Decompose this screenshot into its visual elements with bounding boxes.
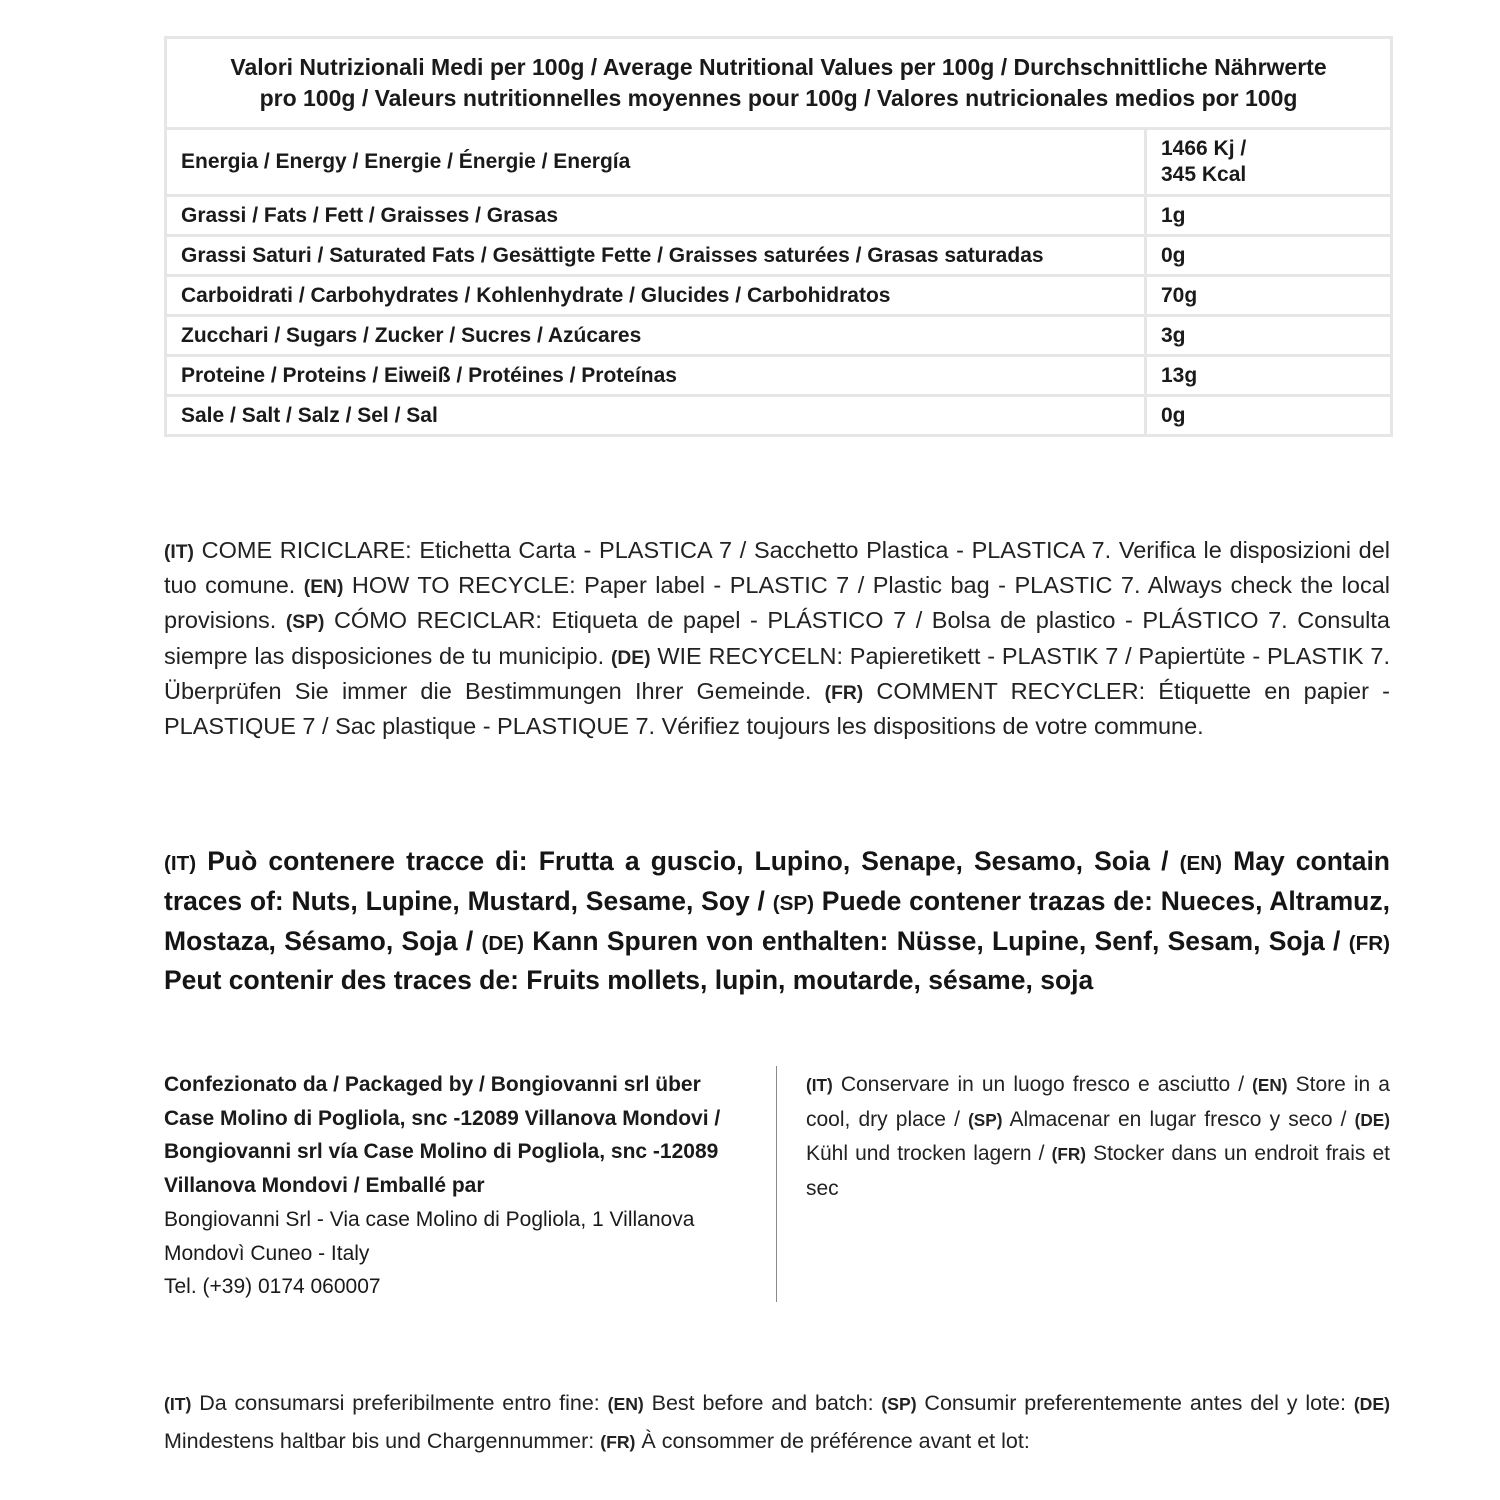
- allergen-text-de: Kann Spuren von enthalten: Nüsse, Lupine, Senf, Sesam, Soja /: [523, 925, 1349, 956]
- energy-kcal: 345 Kcal: [1161, 163, 1247, 186]
- nutrient-value: 70g: [1146, 276, 1392, 316]
- nutrient-value: 1g: [1146, 196, 1392, 236]
- table-row: [166, 196, 1392, 236]
- best-before-text-en: Best before and batch:: [643, 1391, 882, 1415]
- nutrient-label: Sale / Salt / Salz / Sel / Sal: [166, 396, 1146, 436]
- nutrient-value: 13g: [1146, 356, 1392, 396]
- best-before-text-sp: Consumir preferentemente antes del y lote:: [916, 1391, 1354, 1415]
- recycling-text-sp: CÓMO RECICLAR: Etiqueta de papel - PLÁSTICO 7 / Bolsa de plastico - PLÁSTICO 7. Consulta siempre las disposiciones de tu municipio.: [164, 607, 1390, 669]
- lang-tag-de: (DE): [1354, 1109, 1391, 1130]
- nutrient-value: 0g: [1146, 396, 1392, 436]
- packager-address: Mondovì Cuneo - Italy: [164, 1241, 370, 1265]
- storage-text-en: Store in a cool, dry place /: [806, 1073, 1390, 1131]
- allergen-text-it: Può contenere tracce di: Frutta a guscio, Lupino, Senape, Sesamo, Soia /: [196, 846, 1180, 876]
- energy-kj: 1466 Kj /: [1161, 137, 1247, 160]
- nutrient-value: 0g: [1146, 236, 1392, 276]
- packager-info: [164, 1068, 754, 1304]
- nutrient-label: Carboidrati / Carbohydrates / Kohlenhydrate / Glucides / Carbohidratos: [166, 276, 1146, 316]
- lang-tag-fr: (FR): [600, 1431, 636, 1452]
- recycling-text-it: COME RICICLARE: Etichetta Carta - PLASTICA 7 / Sacchetto Plastica - PLASTICA 7. Verifica le disposizioni del tuo comune.: [164, 537, 1390, 599]
- packager-line: Villanova Mondovi / Emballé par: [164, 1174, 485, 1198]
- nutrition-title-line-1: Valori Nutrizionali Medi per 100g / Average Nutritional Values per 100g / Durchschnittliche Nährwerte: [230, 54, 1327, 80]
- lang-tag-fr: (FR): [1051, 1144, 1086, 1165]
- lang-tag-sp: (SP): [881, 1394, 917, 1414]
- nutrient-label: Grassi Saturi / Saturated Fats / Gesättigte Fette / Graisses saturées / Grasas saturadas: [166, 236, 1146, 276]
- best-before-text-it: Da consumarsi preferibilmente entro fine:: [191, 1391, 608, 1415]
- table-row: [166, 396, 1392, 436]
- nutrition-table-title: [166, 38, 1392, 129]
- nutrient-label: Zucchari / Sugars / Zucker / Sucres / Azúcares: [166, 316, 1146, 356]
- storage-text-sp: Almacenar en lugar fresco y seco /: [1002, 1107, 1355, 1131]
- best-before-text-de: Mindestens haltbar bis und Chargennummer:: [164, 1428, 601, 1453]
- table-row: [166, 236, 1392, 276]
- nutrition-table: [164, 36, 1393, 437]
- nutrient-label: Energia / Energy / Energie / Énergie / Energía: [166, 129, 1146, 196]
- lang-tag-en: (EN): [1179, 852, 1223, 875]
- lang-tag-de: (DE): [610, 647, 651, 669]
- recycling-text-en: HOW TO RECYCLE: Paper label - PLASTIC 7 / Plastic bag - PLASTIC 7. Always check the local provisions.: [164, 572, 1390, 634]
- lang-tag-sp: (SP): [285, 612, 325, 634]
- recycling-text-de: WIE RECYCELN: Papieretikett - PLASTIK 7 / Papiertüte - PLASTIK 7. Überprüfen Sie immer die Bestimmungen Ihrer Gemeinde.: [164, 642, 1390, 704]
- lang-tag-it: (IT): [164, 542, 194, 563]
- allergen-warning: [164, 843, 1390, 999]
- lang-tag-de: (DE): [1353, 1394, 1391, 1414]
- storage-text-it: Conservare in un luogo fresco e asciutto /: [832, 1073, 1253, 1096]
- packager-line: Bongiovanni srl vía Case Molino di Pogliola, snc -12089: [164, 1140, 719, 1164]
- nutrient-value: [1146, 129, 1392, 196]
- packager-address: Bongiovanni Srl - Via case Molino di Pogliola, 1 Villanova: [164, 1207, 695, 1231]
- nutrient-value: 3g: [1146, 316, 1392, 356]
- nutrition-header-row: [166, 38, 1392, 129]
- lang-tag-it: (IT): [806, 1075, 833, 1095]
- table-row: [166, 129, 1392, 196]
- lang-tag-en: (EN): [607, 1394, 644, 1414]
- lang-tag-it: (IT): [164, 852, 197, 875]
- recycling-text-fr: COMMENT RECYCLER: Étiquette en papier - PLASTIQUE 7 / Sac plastique - PLASTIQUE 7. Vérifiez toujours les dispositions de votre commune.: [164, 677, 1390, 740]
- allergen-text-en: May contain traces of: Nuts, Lupine, Mustard, Sesame, Soy /: [164, 846, 1390, 916]
- table-row: [166, 276, 1392, 316]
- table-row: [166, 316, 1392, 356]
- storage-text-de: Kühl und trocken lagern /: [806, 1142, 1052, 1166]
- lang-tag-fr: (FR): [824, 682, 864, 704]
- best-before-info: [164, 1385, 1390, 1460]
- storage-instructions: [806, 1068, 1390, 1206]
- column-divider: [776, 1066, 777, 1302]
- packager-phone: Tel. (+39) 0174 060007: [164, 1275, 381, 1299]
- lang-tag-fr: (FR): [1348, 931, 1390, 955]
- nutrient-label: Grassi / Fats / Fett / Graisses / Grasas: [166, 196, 1146, 236]
- nutrient-label: Proteine / Proteins / Eiweiß / Protéines / Proteínas: [166, 356, 1146, 396]
- allergen-text-sp: Puede contener trazas de: Nueces, Altramuz, Mostaza, Sésamo, Soja /: [164, 885, 1390, 956]
- table-row: [166, 356, 1392, 396]
- lang-tag-it: (IT): [164, 1394, 192, 1414]
- packager-line: Confezionato da / Packaged by / Bongiovanni srl über: [164, 1073, 701, 1096]
- lang-tag-sp: (SP): [772, 891, 815, 915]
- nutrition-title-line-2: pro 100g / Valeurs nutritionnelles moyennes pour 100g / Valores nutricionales medios por 100g: [259, 85, 1298, 111]
- recycling-instructions: [164, 534, 1390, 743]
- lang-tag-sp: (SP): [968, 1109, 1003, 1130]
- best-before-text-fr: À consommer de préférence avant et lot:: [635, 1428, 1030, 1453]
- storage-text-fr: Stocker dans un endroit frais et sec: [806, 1142, 1390, 1201]
- allergen-text-fr: Peut contenir des traces de: Fruits mollets, lupin, moutarde, sésame, soja: [164, 965, 1094, 996]
- lang-tag-en: (EN): [303, 577, 344, 599]
- lang-tag-de: (DE): [481, 931, 524, 955]
- packager-line: Case Molino di Pogliola, snc -12089 Villanova Mondovi /: [164, 1106, 721, 1130]
- lang-tag-en: (EN): [1252, 1075, 1288, 1095]
